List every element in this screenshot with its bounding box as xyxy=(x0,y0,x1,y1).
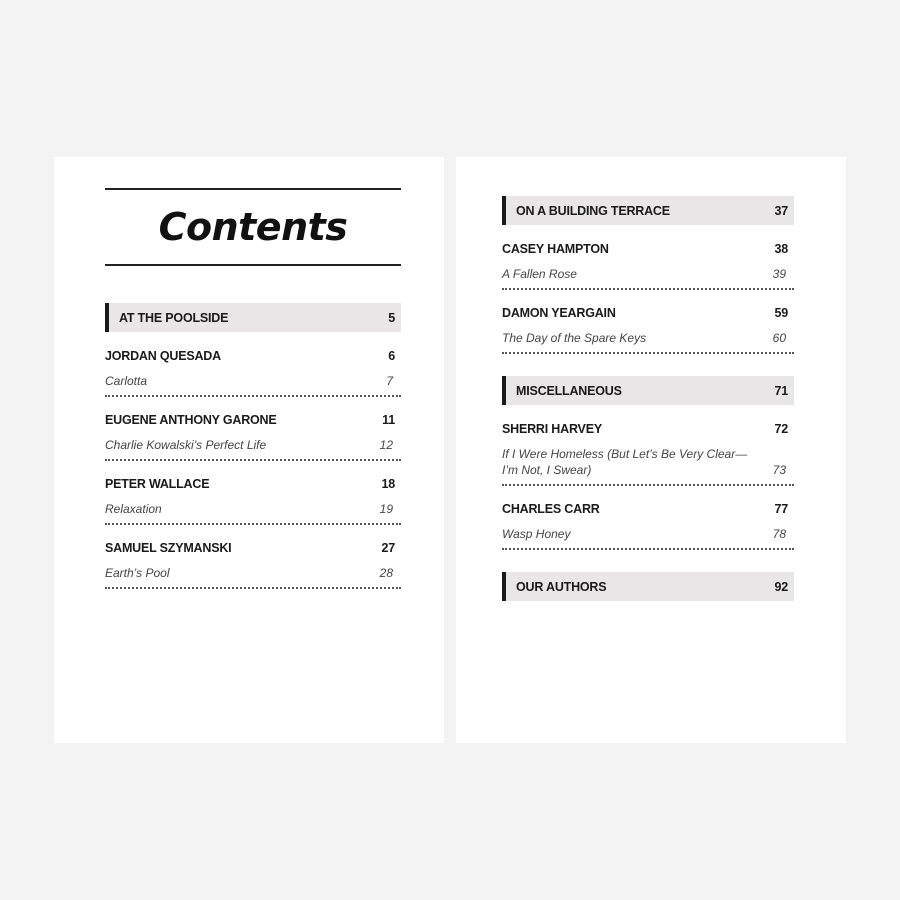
author-page-number: 6 xyxy=(388,349,395,363)
work-title: Wasp Honey xyxy=(502,527,571,541)
author-name: JORDAN QUESADA xyxy=(105,349,221,363)
work-page-number: 60 xyxy=(772,331,786,345)
section-title: OUR AUTHORS xyxy=(516,579,607,594)
author-page-number: 72 xyxy=(774,422,788,436)
section-page-number: 92 xyxy=(774,579,788,594)
toc-entry[interactable] xyxy=(105,410,401,461)
toc-entry[interactable] xyxy=(105,538,401,589)
work-page-number: 39 xyxy=(772,267,786,281)
toc-entry[interactable] xyxy=(502,419,794,486)
toc-right xyxy=(502,196,794,601)
author-name: DAMON YEARGAIN xyxy=(502,306,616,320)
section-page-number: 71 xyxy=(774,383,788,398)
author-page-number: 27 xyxy=(381,541,395,555)
section-header-miscellaneous[interactable] xyxy=(502,376,794,405)
work-title: Relaxation xyxy=(105,502,162,516)
author-name: PETER WALLACE xyxy=(105,477,210,491)
work-page-number: 28 xyxy=(379,566,393,580)
work-title: The Day of the Spare Keys xyxy=(502,331,647,345)
toc-left xyxy=(105,303,401,589)
work-page-number: 7 xyxy=(386,374,393,388)
section-header-at-the-poolside[interactable] xyxy=(105,303,401,332)
work-page-number: 19 xyxy=(379,502,393,516)
section-header-on-a-building-terrace[interactable] xyxy=(502,196,794,225)
toc-entry[interactable] xyxy=(105,346,401,397)
work-title: A Fallen Rose xyxy=(502,267,577,281)
work-page-number: 73 xyxy=(772,463,786,477)
work-title: Earth’s Pool xyxy=(105,566,170,580)
section-page-number: 37 xyxy=(774,203,788,218)
section-title: MISCELLANEOUS xyxy=(516,383,622,398)
work-page-number: 78 xyxy=(772,527,786,541)
section-page-number: 5 xyxy=(388,310,395,325)
work-page-number: 12 xyxy=(379,438,393,452)
section-header-our-authors[interactable] xyxy=(502,572,794,601)
author-name: CASEY HAMPTON xyxy=(502,242,609,256)
author-page-number: 77 xyxy=(774,502,788,516)
author-name: SHERRI HARVEY xyxy=(502,422,602,436)
author-name: SAMUEL SZYMANSKI xyxy=(105,541,232,555)
contents-header xyxy=(105,188,401,266)
author-page-number: 18 xyxy=(381,477,395,491)
section-title: ON A BUILDING TERRACE xyxy=(516,203,670,218)
toc-entry[interactable] xyxy=(502,239,794,290)
author-name: EUGENE ANTHONY GARONE xyxy=(105,413,277,427)
author-name: CHARLES CARR xyxy=(502,502,600,516)
work-title: If I Were Homeless (But Let’s Be Very Clear— I’m Not, I Swear) xyxy=(502,447,748,477)
toc-entry[interactable] xyxy=(502,303,794,354)
right-page xyxy=(456,157,846,743)
toc-entry[interactable] xyxy=(105,474,401,525)
page-title: Contents xyxy=(158,205,348,249)
section-title: AT THE POOLSIDE xyxy=(119,310,229,325)
author-page-number: 59 xyxy=(774,306,788,320)
author-page-number: 38 xyxy=(774,242,788,256)
work-title: Charlie Kowalski’s Perfect Life xyxy=(105,438,267,452)
bottom-rule xyxy=(105,264,401,266)
toc-entry[interactable] xyxy=(502,499,794,550)
author-page-number: 11 xyxy=(382,413,395,427)
left-page xyxy=(54,157,444,743)
work-title: Carlotta xyxy=(105,374,148,388)
